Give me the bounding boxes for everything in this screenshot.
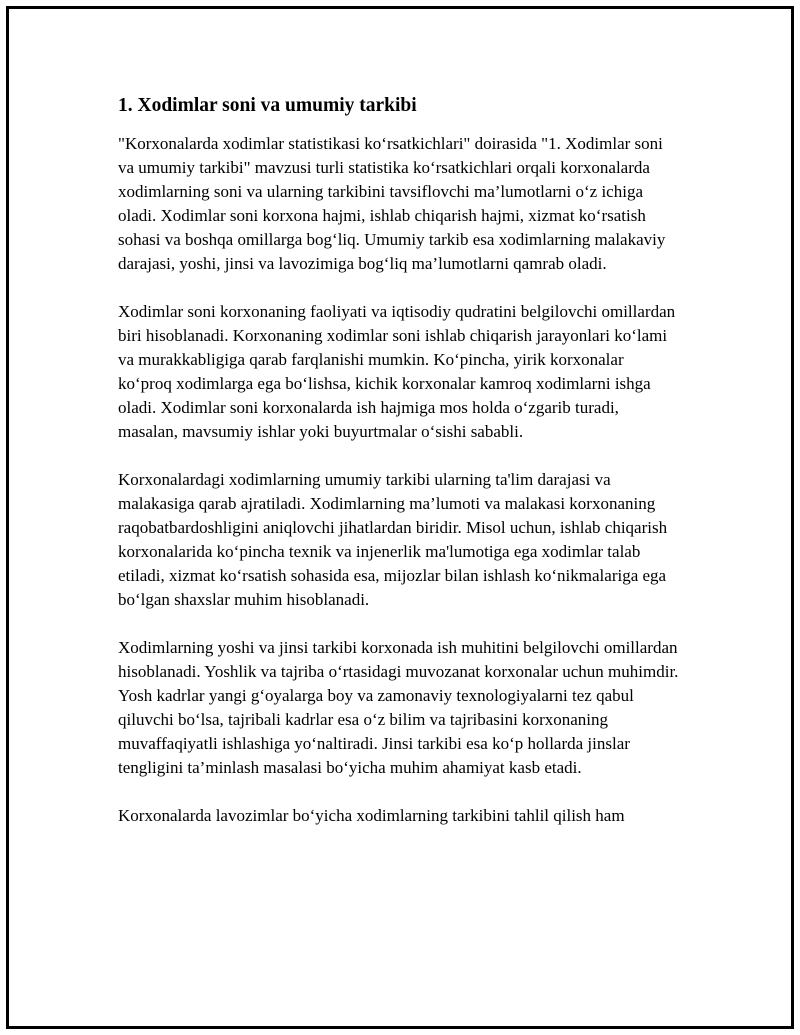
paragraph-1: "Korxonalarda xodimlar statistikasi ko‘rsatkichlari" doirasida "1. Xodimlar soni va umumiy tarkibi" mavzusi turli statistika ko‘rsatkichlari orqali korxonalarda xodimlarning soni va ularning tarkibini tavsiflovchi ma’lumotlarni o‘z ichiga oladi. Xodimlar soni korxona hajmi, ishlab chiqarish hajmi, xizmat ko‘rsatish sohasi va boshqa omillarga bog‘liq. Umumiy tarkib esa xodimlarning malakaviy darajasi, yoshi, jinsi va lavozimiga bog‘liq ma’lumotlarni qamrab oladi. — [118, 134, 666, 273]
document-body — [118, 92, 680, 852]
paragraph-4: Xodimlarning yoshi va jinsi tarkibi korxonada ish muhitini belgilovchi omillardan hisoblanadi. Yoshlik va tajriba o‘rtasidagi muvozanat korxonalar uchun muhimdir. Yosh kadrlar yangi g‘oyalarga boy va zamonaviy texnologiyalarni tez qabul qiluvchi bo‘lsa, tajribali kadrlar esa o‘z bilim va tajribasini korxonaning muvaffaqiyatli ishlashiga yo‘naltiradi. Jinsi tarkibi esa ko‘p hollarda jinslar tengligini ta’minlash masalasi bo‘yicha muhim ahamiyat kasb etadi. — [118, 638, 679, 777]
section-heading: 1. Xodimlar soni va umumiy tarkibi — [118, 95, 417, 116]
paragraph-3: Korxonalardagi xodimlarning umumiy tarkibi ularning ta'lim darajasi va malakasiga qarab ajratiladi. Xodimlarning ma’lumoti va malakasi korxonaning raqobatbardoshligini aniqlovchi jihatlardan biridir. Misol uchun, ishlab chiqarish korxonalarida ko‘pincha texnik va injenerlik ma'lumotiga ega xodimlar talab etiladi, xizmat ko‘rsatish sohasida esa, mijozlar bilan ishlash ko‘nikmalariga ega bo‘lgan shaxslar muhim hisoblanadi. — [118, 470, 668, 609]
paragraph-5: Korxonalarda lavozimlar bo‘yicha xodimlarning tarkibini tahlil qilish ham — [118, 806, 625, 825]
paragraph-2: Xodimlar soni korxonaning faoliyati va iqtisodiy qudratini belgilovchi omillardan biri hisoblanadi. Korxonaning xodimlar soni ishlab chiqarish jarayonlari ko‘lami va murakkabligiga qarab farqlanishi mumkin. Ko‘pincha, yirik korxonalar ko‘proq xodimlarga ega bo‘lishsa, kichik korxonalar kamroq xodimlarni ishga oladi. Xodimlar soni korxonalarda ish hajmiga mos holda o‘zgarib turadi, masalan, mavsumiy ishlar yoki buyurtmalar o‘sishi sababli. — [118, 302, 676, 441]
